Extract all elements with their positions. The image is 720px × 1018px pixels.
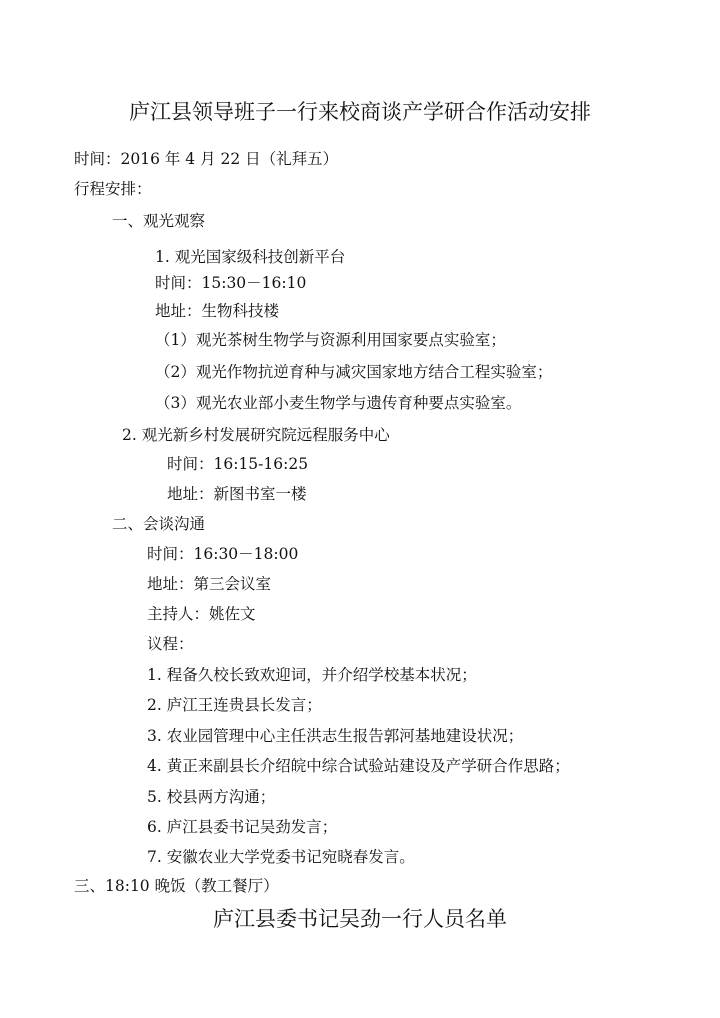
date-line: 时间：2016 年 4 月 22 日（礼拜五） (74, 150, 339, 168)
talks-time: 时间：16:30－18:00 (147, 545, 299, 563)
agenda-item: 4. 黄正来副县长介绍皖中综合试验站建设及产学研合作思路； (147, 757, 570, 775)
document-title: 庐江县领导班子一行来校商谈产学研合作活动安排 (129, 100, 591, 124)
item-title-service-center: 2. 观光新乡村发展研究院远程服务中心 (122, 426, 390, 444)
agenda-item: 5. 校县两方沟通； (147, 788, 276, 806)
delegation-list-title: 庐江县委书记吴劲一行人员名单 (213, 907, 507, 931)
lab-item: （2）观光作物抗逆育种与减灾国家地方结合工程实验室； (155, 363, 553, 381)
section-heading-talks: 二、会谈沟通 (112, 515, 206, 533)
talks-host: 主持人：姚佐文 (147, 605, 256, 623)
item-address: 地址：生物科技楼 (155, 302, 280, 320)
schedule-label: 行程安排： (74, 180, 152, 198)
agenda-item: 3. 农业园管理中心主任洪志生报告郭河基地建设状况； (147, 727, 524, 745)
item-time: 时间：15:30－16:10 (155, 274, 307, 292)
section-dinner: 三、18:10 晚饭（教工餐厅） (74, 877, 279, 895)
agenda-item: 7. 安徽农业大学党委书记宛晓春发言。 (147, 848, 415, 866)
lab-item: （3）观光农业部小麦生物学与遗传育种要点实验室。 (155, 394, 522, 412)
section-heading-sightseeing: 一、观光观察 (112, 212, 206, 230)
lab-item: （1）观光茶树生物学与资源利用国家要点实验室； (155, 331, 506, 349)
agenda-label: 议程： (147, 635, 194, 653)
item-time: 时间：16:15-16:25 (167, 455, 309, 473)
item-address: 地址：新图书室一楼 (167, 485, 307, 503)
agenda-item: 1. 程备久校长致欢迎词，并介绍学校基本状况； (147, 666, 477, 684)
agenda-item: 2. 庐江王连贵县长发言； (147, 696, 322, 714)
item-title-innovation-platform: 1. 观光国家级科技创新平台 (155, 248, 346, 266)
talks-address: 地址：第三会议室 (147, 575, 272, 593)
agenda-item: 6. 庐江县委书记吴劲发言； (147, 818, 338, 836)
